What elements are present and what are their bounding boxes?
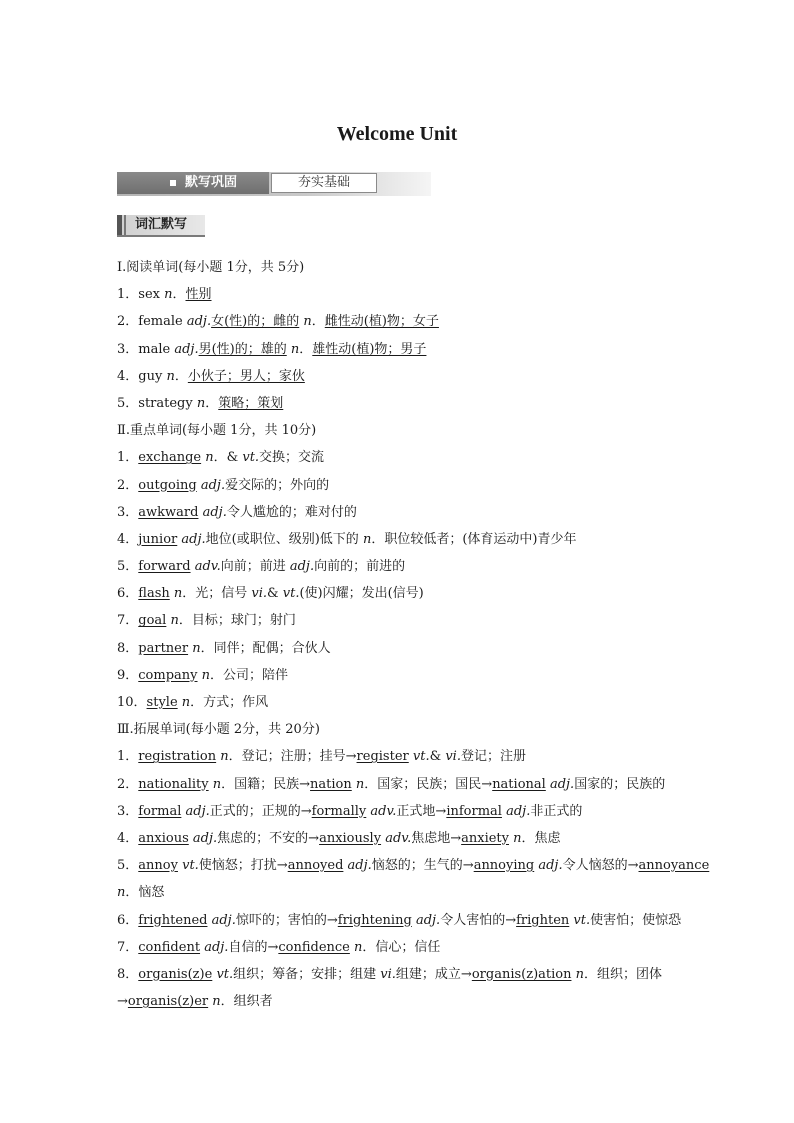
vocab-line [117,308,682,335]
line-text: 自信的→ [228,939,279,955]
line-text: 使恼怒；打扰→ [198,858,288,874]
answer-text: annoyed [287,858,344,874]
line-text: 组建；成立→ [395,966,472,982]
answer-text: annoying [473,858,535,874]
vocab-line [117,281,682,308]
line-text: ． [172,287,186,303]
part-of-speech: n [196,395,206,411]
part-of-speech: n [164,287,173,303]
vocab-line [117,907,682,934]
part-of-speech: vt. [573,912,591,928]
part-of-speech: n [170,613,179,629]
line-text: 4．guy [117,368,167,384]
part-of-speech: vt. [182,858,199,874]
part-of-speech: n [220,749,229,765]
vocab-line [117,553,682,580]
vocab-line [117,716,682,743]
part-of-speech: adj. [202,504,227,520]
answer-text: forward [138,559,191,575]
vocab-line [117,336,682,363]
line-text: 令人尴尬的；难对付的 [226,504,357,520]
part-of-speech: n [513,830,522,846]
vocab-line [117,662,682,689]
line-text: → [117,994,128,1010]
line-text: 爱交际的；外向的 [225,477,330,493]
line-text: ．& [213,450,243,466]
answer-text: organis(z)e [138,966,213,982]
answer-text: exchange [138,450,202,466]
vocab-line [117,444,682,471]
vocab-line [117,771,682,798]
vocab-line [117,580,682,607]
part-of-speech: n [117,885,126,901]
answer-text: junior [138,531,178,547]
line-text: 正式地→ [396,803,447,819]
part-of-speech: adj. [204,939,229,955]
vocab-line [117,363,682,390]
section-banner [117,172,431,196]
vocab-line [117,254,682,281]
vocab-line [117,879,682,906]
part-of-speech: adj. [185,803,210,819]
part-of-speech: vt. [282,586,300,602]
part-of-speech: n [166,368,175,384]
part-of-speech: n [192,640,201,656]
line-text: 国家的；民族的 [574,776,666,792]
line-text: ．焦虑 [521,830,561,846]
answer-text: awkward [138,504,199,520]
line-text: 6． [117,586,139,602]
part-of-speech: n [290,341,300,357]
line-text: 6． [117,912,139,928]
part-of-speech: n [212,776,222,792]
vocab-line [117,743,682,770]
line-text: ．目标；球门；射门 [178,613,296,629]
line-text: ．国籍；民族→ [221,776,311,792]
line-text: Ⅱ.重点单词(每小题 1分，共 10分) [117,423,317,439]
answer-text: anxiety [461,830,509,846]
line-text: 5． [117,858,139,874]
answer-text: style [146,695,178,710]
line-text: 2． [117,477,139,493]
answer-text: organis(z)ation [471,966,572,982]
line-text: 交换；交流 [259,450,325,466]
answer-text: 雄性动(植)物；男子 [312,341,427,357]
line-text: 3． [117,504,139,520]
line-text: 向前的；前进的 [314,559,406,575]
line-text: ． [299,341,313,357]
line-text: ．同伴；配偶；合伙人 [200,640,331,656]
answer-text: 策略；策划 [218,395,284,411]
line-text: (使)闪耀；发出(信号) [299,586,424,602]
part-of-speech: n [205,450,214,466]
answer-text: confidence [278,939,350,955]
vocab-line [117,852,710,879]
part-of-speech: vt. [242,450,260,466]
answer-text: annoy [138,858,178,874]
part-of-speech: n [212,994,221,1010]
answer-text: 男(性)的；雄的 [198,341,287,357]
vocab-line [117,390,682,417]
answer-text: frightened [138,912,208,928]
line-text: ．组织者 [220,994,273,1010]
part-of-speech: vi. [445,749,461,765]
line-text: Ⅲ.拓展单词(每小题 2分，共 20分) [117,722,320,738]
part-of-speech: vt. [216,966,234,982]
line-text: ． [174,368,188,384]
answer-text: national [492,776,546,792]
part-of-speech: adj. [347,858,372,874]
banner-main-label: 默写巩固 [185,175,238,190]
part-of-speech: n [201,667,211,683]
page-title: Welcome Unit [336,123,458,145]
subsection-heading [117,215,205,237]
vocab-line [117,472,682,499]
line-text: 4． [117,830,139,846]
part-of-speech: n [303,314,312,330]
vocab-line [117,798,682,825]
line-text: ．国家；民族；国民→ [364,776,493,792]
heading-bar-icon [124,215,126,235]
vocab-line [117,988,682,1015]
answer-text: register [356,749,409,765]
answer-text: outgoing [138,477,197,493]
answer-text: registration [138,749,217,765]
heading-bar-icon [117,215,122,235]
line-text: ．信心；信任 [362,939,441,955]
answer-text: frighten [516,912,570,928]
line-text: ．登记；注册；挂号→ [228,749,357,765]
line-text: 5．strategy [117,395,197,411]
line-text: 登记；注册 [460,749,526,765]
line-text: 7． [117,613,139,629]
part-of-speech: adj. [192,830,218,846]
part-of-speech: vt. [412,749,430,765]
line-text: 1． [117,749,139,765]
part-of-speech: adj. [538,858,563,874]
part-of-speech: adv. [194,559,221,575]
vocab-line [117,934,682,961]
line-text: 5． [117,559,139,575]
line-text: ．方式；作风 [190,695,269,710]
vocab-line [117,689,682,716]
line-text: 9． [117,667,139,683]
part-of-speech: adj. [181,531,206,547]
vocab-line [117,635,682,662]
line-text: & [267,586,283,602]
vocab-line [117,526,682,553]
answer-text: flash [138,586,170,602]
line-text: 令人害怕的→ [440,912,517,928]
part-of-speech: adv. [385,830,412,846]
answer-text: 雌性动(植)物；女子 [324,314,439,330]
vocab-line [117,417,682,444]
line-text: 3． [117,803,139,819]
answer-text: organis(z)er [127,994,209,1010]
vocab-line [117,607,682,634]
answer-text: formal [138,803,182,819]
subsection-heading-label: 词汇默写 [135,217,188,232]
part-of-speech: n [362,531,372,547]
line-text: 1．sex [117,287,165,303]
answer-text: annoyance [638,858,710,874]
vocab-line [117,825,682,852]
line-text: ．公司；陪伴 [210,667,289,683]
answer-text: 小伙子；男人；家伙 [187,368,305,384]
line-text: 7． [117,939,139,955]
line-text: ．光；信号 [182,586,252,602]
answer-text: informal [446,803,502,819]
part-of-speech: n [181,695,191,710]
line-text: 正式的；正规的→ [209,803,312,819]
answer-text: 性别 [185,287,212,303]
line-text: Ⅰ.阅读单词(每小题 1分，共 5分) [117,260,305,275]
part-of-speech: adj. [186,314,212,330]
line-text: ．职位较低者；(体育运动中)青少年 [371,531,577,547]
line-text: 焦虑的；不安的→ [217,830,320,846]
part-of-speech: vi. [380,966,396,982]
line-text: 向前；前进 [220,559,290,575]
part-of-speech: adj. [415,912,441,928]
line-text: ．组织；团体 [583,966,662,982]
line-text: 使害怕；使惊恐 [590,912,682,928]
part-of-speech: n [354,939,363,955]
line-text: 8． [117,966,139,982]
part-of-speech: adj. [506,803,531,819]
line-text: 焦虑地→ [411,830,462,846]
line-text: 2．female [117,314,187,330]
part-of-speech: vi. [251,586,268,602]
line-text: ．恼怒 [125,885,165,901]
line-text: 3．male [117,341,175,357]
part-of-speech: n [355,776,365,792]
line-text: 8． [117,640,139,656]
answer-text: nationality [138,776,209,792]
answer-text: goal [138,613,167,629]
line-text: 10． [117,695,147,710]
part-of-speech: n [173,586,183,602]
part-of-speech: adj. [289,559,315,575]
part-of-speech: adj. [200,477,226,493]
line-text: & [429,749,446,765]
line-text: 令人恼怒的→ [562,858,639,874]
line-text: 恼怒的；生气的→ [371,858,474,874]
part-of-speech: n [575,966,584,982]
answer-text: 女(性)的；雌的 [211,314,300,330]
vocabulary-list [117,254,710,1015]
banner-main-tab [117,172,269,194]
part-of-speech: adv. [370,803,397,819]
answer-text: confident [138,939,201,955]
answer-text: formally [311,803,367,819]
line-text: 2． [117,776,139,792]
banner-sub-tab: 夯实基础 [271,173,377,193]
part-of-speech: adj. [211,912,236,928]
line-text: 组织；筹备；安排；组建 [233,966,381,982]
answer-text: frightening [337,912,412,928]
part-of-speech: adj. [174,341,199,357]
answer-text: company [138,667,198,683]
square-bullet-icon [170,180,176,186]
line-text: 地位(或职位、级别)低下的 [205,531,363,547]
line-text: 4． [117,531,139,547]
line-text: ． [205,395,219,411]
line-text: ． [311,314,325,330]
vocab-line [117,499,682,526]
line-text: 1． [117,450,139,466]
answer-text: partner [138,640,189,656]
line-text: 惊吓的；害怕的→ [235,912,338,928]
vocab-line [117,961,682,988]
answer-text: anxious [138,830,189,846]
answer-text: nation [310,776,352,792]
answer-text: anxiously [319,830,382,846]
line-text: 非正式的 [530,803,583,819]
part-of-speech: adj. [549,776,575,792]
